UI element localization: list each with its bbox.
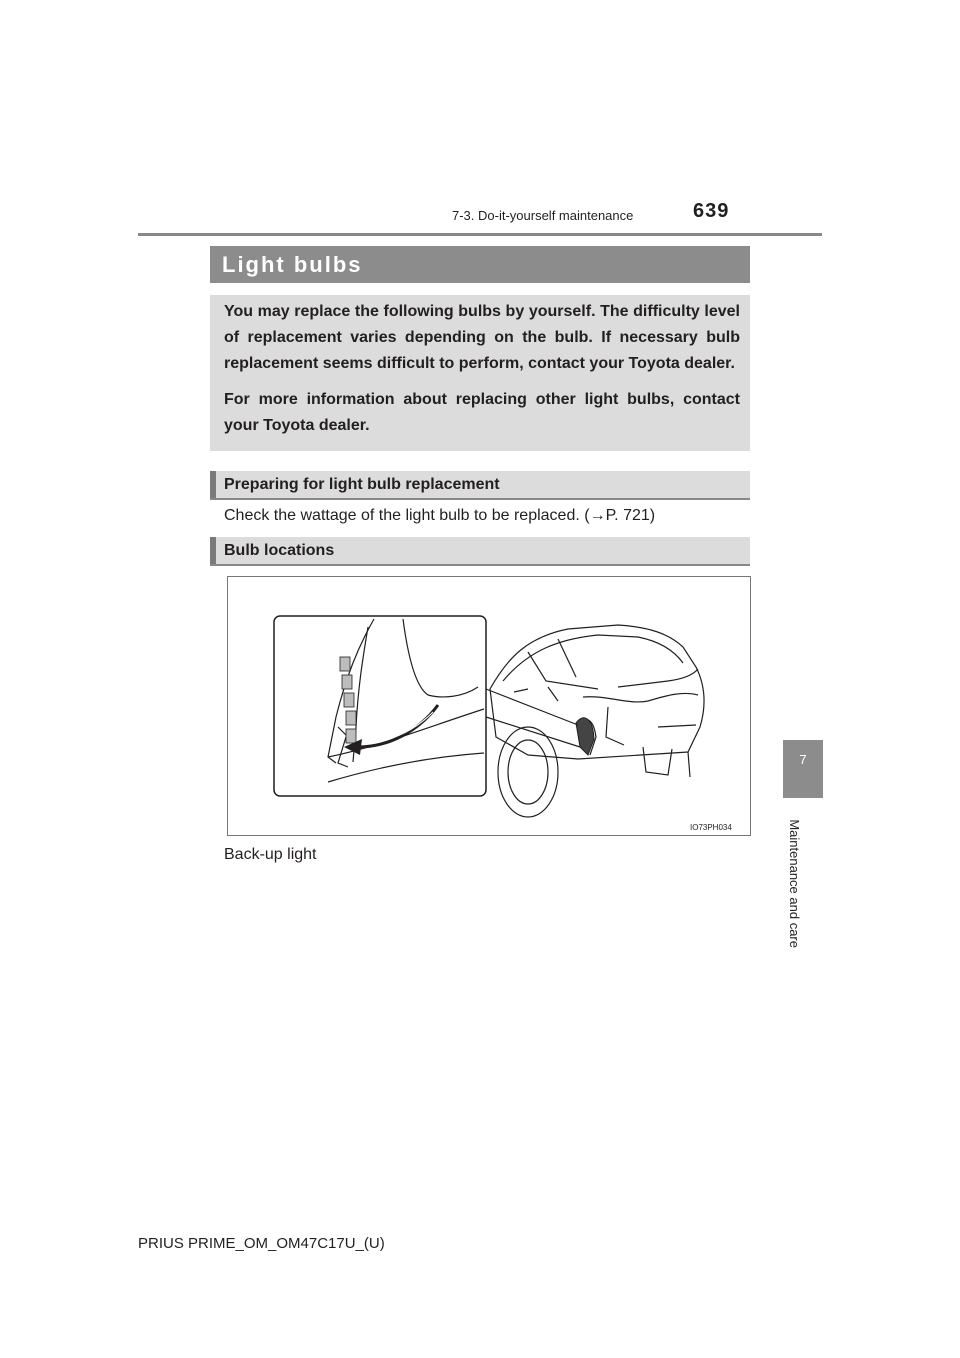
document-id: PRIUS PRIME_OM_OM47C17U_(U) xyxy=(138,1235,385,1252)
intro-paragraph-1: You may replace the following bulbs by yourself. The difficulty level of replacement varies depending on the bulb. If necessary bulb replacement seems difficult to perform, contact your Toyota dealer. xyxy=(224,303,740,372)
car-rear-illustration xyxy=(228,577,750,835)
chapter-tab xyxy=(783,740,823,798)
bulb-location-figure xyxy=(227,576,751,836)
intro-text xyxy=(224,299,740,449)
figure-caption: Back-up light xyxy=(224,846,317,863)
preparing-heading-accent xyxy=(210,471,216,498)
intro-paragraph-2: For more information about replacing other light bulbs, contact your Toyota dealer. xyxy=(224,391,740,434)
section-title: 7-3. Do-it-yourself maintenance xyxy=(452,208,634,223)
page-title: Light bulbs xyxy=(222,252,363,277)
chapter-number: 7 xyxy=(799,752,807,767)
bulb-locations-heading: Bulb locations xyxy=(224,542,335,559)
figure-code: IO73PH034 xyxy=(690,823,732,832)
chapter-label: Maintenance and care xyxy=(787,819,802,948)
bulb-locations-heading-accent xyxy=(210,537,216,564)
page-number: 639 xyxy=(693,200,730,222)
header-divider xyxy=(138,233,822,236)
preparing-heading: Preparing for light bulb replacement xyxy=(224,476,500,493)
preparing-text: Check the wattage of the light bulb to be replaced. (→P. 721) xyxy=(224,507,656,524)
